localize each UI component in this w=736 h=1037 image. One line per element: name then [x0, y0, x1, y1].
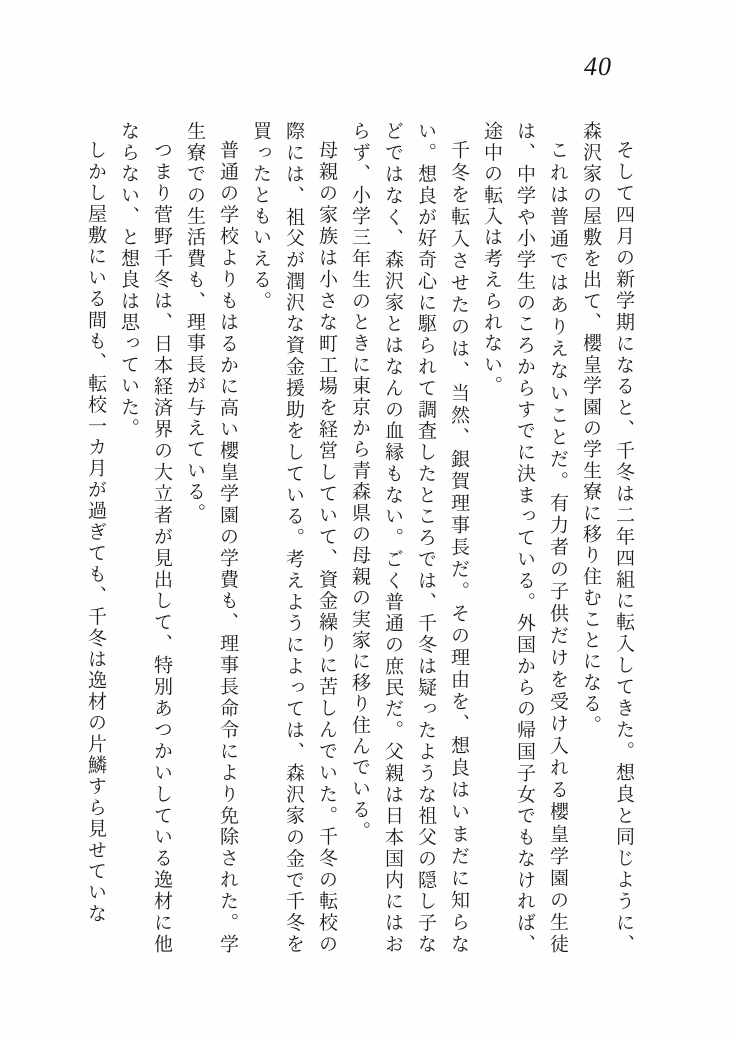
- paragraph-5: 普通の学校よりもはるかに高い櫻皇学園の学費も、理事長命令により免除された。学生寮での生活費も、理事長が与えている。: [184, 121, 238, 955]
- paragraph-2: これは普通ではありえないことだ。有力者の子供だけを受け入れる櫻皇学園の生徒は、中学や小学生のころからすでに決まっている。外国からの帰国子女でもなければ、途中の転入は考えられない。: [481, 121, 568, 955]
- page-number: 40: [584, 52, 612, 81]
- paragraph-3: 千冬を転入させたのは、当然、銀賀理事長だ。その理由を、想良はいまだに知らない。想良が好奇心に駆られて調査したところでは、千冬は疑ったような祖父の隠し子などではなく、森沢家とはなんの血縁もない。ごく普通の庶民だ。父親は日本国内にはおらず、小学三年生のときに東京から青森県の母親の実家に移り住んでいる。: [349, 121, 469, 955]
- paragraph-7: しかし屋敷にいる間も、転校一カ月が過ぎても、千冬は逸材の片鱗すら見せていな: [85, 140, 106, 925]
- paragraph-4: 母親の家族は小さな町工場を経営していて、資金繰りに苦しんでいた。千冬の転校の際には、祖父が潤沢な資金援助をしている。考えようによっては、森沢家の金で千冬を買ったともいえる。: [250, 121, 337, 955]
- body-text: [78, 121, 640, 955]
- paragraph-6: つまり菅野千冬は、日本経済界の大立者が見出して、特別あつかいしている逸材に他ならない、と想良は思っていた。: [118, 121, 172, 955]
- paragraph-1: そして四月の新学期になると、千冬は二年四組に転入してきた。想良と同じように、森沢家の屋敷を出て、櫻皇学園の学生寮に移り住むことになる。: [580, 121, 634, 955]
